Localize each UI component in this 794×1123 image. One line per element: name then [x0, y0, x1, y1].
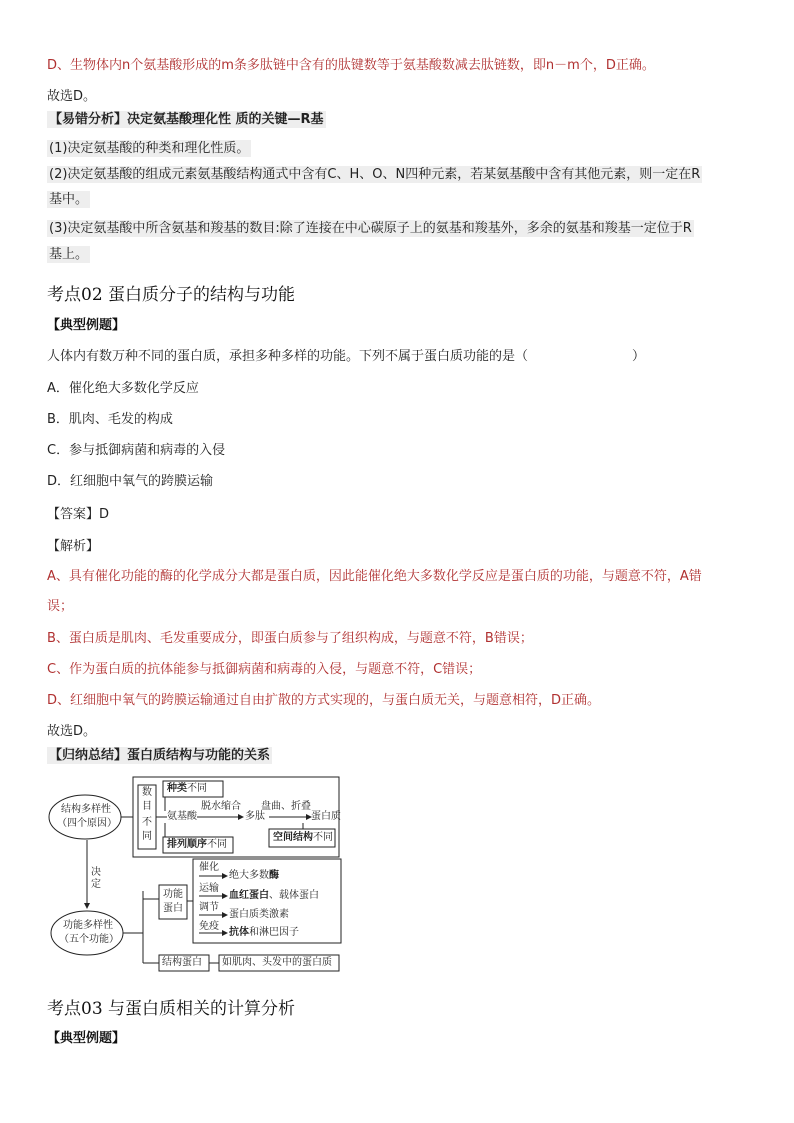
option-a: A．催化绝大多数化学反应 [47, 381, 199, 396]
count-char-2: 目 [142, 801, 152, 812]
struct-diversity-label: 结构多样性 [61, 804, 111, 815]
error-point-2-cont-text: 基中。 [49, 192, 89, 207]
order-suffix: 不同 [207, 839, 227, 850]
error-point-2 [47, 166, 702, 184]
hormone-label: 蛋白质类激素 [229, 909, 289, 920]
space-label [273, 832, 333, 844]
struct-diversity-sub: （四个原因） [57, 818, 117, 829]
kind-suffix: 不同 [187, 783, 207, 794]
error-point-3-cont-text: 基上。 [49, 247, 89, 262]
kind-label [167, 783, 207, 795]
polypeptide-label: 多肽 [245, 811, 265, 822]
immune-desc [229, 927, 299, 939]
catalysis-desc-text: 绝大多数 [229, 870, 269, 881]
transport-desc [229, 890, 319, 902]
space-suffix: 不同 [313, 832, 333, 843]
protein-label: 蛋白质 [311, 811, 341, 822]
option-b: B．肌肉、毛发的构成 [47, 412, 173, 427]
analysis-d: D、红细胞中氧气的跨膜运输通过自由扩散的方式实现的，与蛋白质无关，与题意相符，D正确。 [47, 693, 601, 708]
analysis-a-cont: 误； [47, 599, 74, 614]
error-analysis-heading [47, 111, 326, 129]
order-label [167, 839, 227, 851]
error-point-1-text: (1)决定氨基酸的种类和理化性质。 [49, 141, 250, 156]
option-c: C．参与抵御病菌和病毒的入侵 [47, 443, 226, 458]
option-d: D．红细胞中氧气的跨膜运输 [47, 474, 214, 489]
regulate-label: 调节 [199, 902, 219, 913]
func-protein-2: 蛋白 [163, 903, 183, 914]
func-diversity-sub: （五个功能） [59, 934, 119, 945]
hemoglobin-text: 血红蛋白 [229, 890, 269, 901]
count-char-3: 不 [142, 817, 152, 828]
struct-protein-example: 如肌肉、头发中的蛋白质 [222, 957, 332, 968]
count-char-4: 同 [142, 831, 152, 842]
prev-conclusion: 故选D。 [47, 89, 97, 104]
decide-char-2: 定 [91, 879, 101, 890]
error-point-3 [47, 220, 694, 238]
section-title-03: 考点03 与蛋白质相关的计算分析 [47, 999, 296, 1019]
error-point-2-cont [47, 191, 90, 209]
analysis-b: B、蛋白质是肌肉、毛发重要成分，即蛋白质参与了组织构成，与题意不符，B错误； [47, 631, 533, 646]
func-protein-1: 功能 [163, 889, 183, 900]
dehydrate-label: 脱水缩合 [201, 801, 241, 812]
immune-label: 免疫 [199, 921, 219, 932]
error-point-1 [47, 140, 251, 158]
typical-example-tag: 【典型例题】 [47, 318, 126, 333]
conclusion: 故选D。 [47, 724, 97, 739]
func-diversity-label: 功能多样性 [63, 920, 113, 931]
prev-analysis-d: D、生物体内n个氨基酸形成的m条多肽链中含有的肽键数等于氨基酸数减去肽链数，即n－m个，D正确。 [47, 58, 655, 73]
summary-heading-text: 【归纳总结】蛋白质结构与功能的关系 [49, 748, 271, 763]
count-char-1: 数 [142, 787, 152, 798]
catalysis-label: 催化 [199, 862, 219, 873]
structure-function-diagram [47, 773, 347, 978]
error-point-2-text: (2)决定氨基酸的组成元素氨基酸结构通式中含有C、H、O、N四种元素，若某氨基酸中含有其他元素，则一定在R [49, 167, 701, 182]
order-text: 排列顺序 [167, 839, 207, 850]
error-point-3-cont [47, 246, 90, 264]
struct-protein-label: 结构蛋白 [162, 957, 202, 968]
carrier-text: 、载体蛋白 [269, 890, 319, 901]
catalysis-desc [229, 870, 279, 882]
analysis-tag: 【解析】 [47, 539, 100, 554]
analysis-a: A、具有催化功能的酶的化学成分大都是蛋白质，因此能催化绝大多数化学反应是蛋白质的功能，与题意不符，A错 [47, 569, 702, 584]
question-stem: 人体内有数万种不同的蛋白质，承担多种多样的功能。下列不属于蛋白质功能的是（ ） [47, 349, 646, 364]
space-text: 空间结构 [273, 832, 313, 843]
enzyme-text: 酶 [269, 870, 279, 881]
amino-acid-label: 氨基酸 [167, 811, 197, 822]
typical-example-tag-2: 【典型例题】 [47, 1031, 126, 1046]
antibody-text: 抗体 [229, 927, 249, 938]
fold-label: 盘曲、折叠 [261, 801, 311, 812]
kind-text: 种类 [167, 783, 187, 794]
transport-label: 运输 [199, 883, 219, 894]
error-analysis-text: 【易错分析】决定氨基酸理化性 质的关键—R基 [49, 112, 324, 127]
section-title-02: 考点02 蛋白质分子的结构与功能 [47, 285, 296, 305]
lymph-text: 和淋巴因子 [249, 927, 299, 938]
analysis-c: C、作为蛋白质的抗体能参与抵御病菌和病毒的入侵，与题意不符，C错误； [47, 662, 482, 677]
decide-char-1: 决 [91, 867, 101, 878]
summary-heading [47, 747, 272, 765]
error-point-3-text: (3)决定氨基酸中所含氨基和羧基的数目:除了连接在中心碳原子上的氨基和羧基外，多余的氨基和羧基一定位于R [49, 221, 692, 236]
answer: 【答案】D [47, 507, 110, 522]
